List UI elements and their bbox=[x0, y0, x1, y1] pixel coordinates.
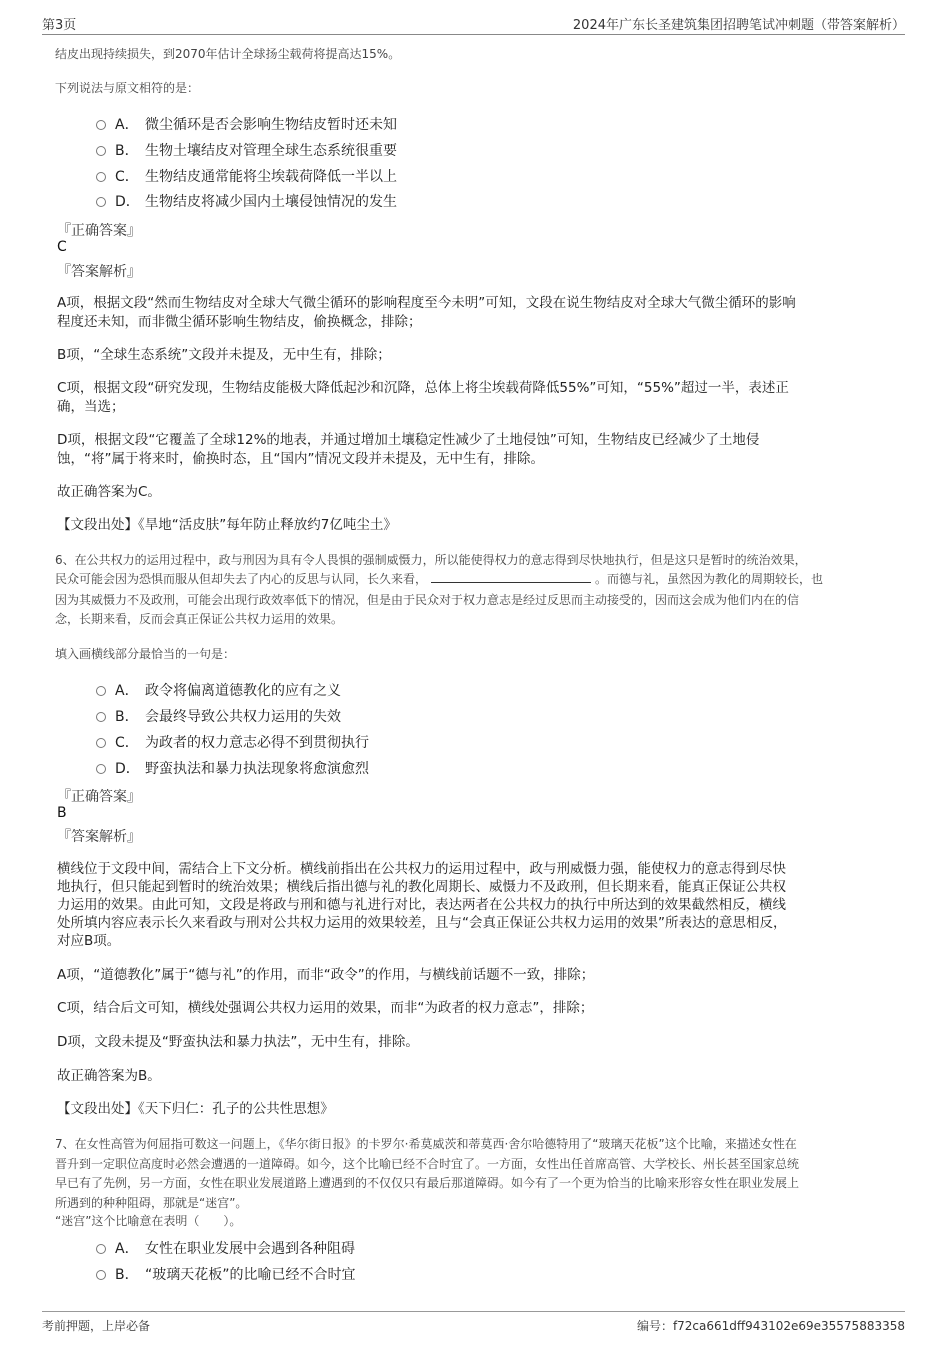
q5-analysis-line: A项，根据文段“然而生物结皮对全球大气微尘循环的影响程度至今未明”可知，文段在说生物结皮对全球大气微尘循环的影响 bbox=[57, 295, 796, 311]
q5-option-d[interactable]: D． 生物结皮将减少国内土壤侵蚀情况的发生 bbox=[96, 191, 397, 211]
document-title: 2024年广东长圣建筑集团招聘笔试冲刺题（带答案解析） bbox=[572, 18, 905, 33]
q6-analysis-line: D项，文段未提及“野蛮执法和暴力执法”，无中生有，排除。 bbox=[57, 1034, 419, 1050]
page-header bbox=[42, 12, 905, 35]
q6-analysis-line: 横线位于文段中间，需结合上下文分析。横线前指出在公共权力的运用过程中，政与刑威慑力强，能使权力的意志得到尽快 bbox=[57, 861, 786, 877]
option-text: 政令将偏离道德教化的应有之义 bbox=[145, 683, 341, 699]
option-text: 野蛮执法和暴力执法现象将愈演愈烈 bbox=[145, 761, 369, 777]
q7-passage-line: 晋升到一定职位高度时必然会遭遇的一道障碍。如今，这个比喻已经不合时宜了。一方面，女性出任首席高管、大学校长、州长甚至国家总统 bbox=[55, 1157, 800, 1171]
option-text: 会最终导致公共权力运用的失效 bbox=[145, 709, 341, 725]
radio-icon[interactable] bbox=[96, 764, 106, 774]
option-text: 微尘循环是否会影响生物结皮暂时还未知 bbox=[145, 117, 397, 133]
page-number: 第3页 bbox=[42, 18, 77, 33]
radio-icon[interactable] bbox=[96, 197, 106, 207]
q7-option-b[interactable]: B． “玻璃天花板”的比喻已经不合时宜 bbox=[96, 1264, 356, 1284]
q6-passage-line: 民众可能会因为恐惧而服从但却失去了内心的反思与认同，长久来看， 。而德与礼，虽然因为教化的周期较长，也 bbox=[55, 572, 824, 586]
q5-answer-label: 『正确答案』 bbox=[57, 223, 141, 239]
option-text: 女性在职业发展中会遇到各种阻碍 bbox=[145, 1241, 355, 1257]
q5-option-c[interactable]: C． 生物结皮通常能将尘埃载荷降低一半以上 bbox=[96, 166, 397, 186]
q5-analysis-line: B项，“全球生态系统”文段并未提及，无中生有，排除； bbox=[57, 347, 391, 363]
radio-icon[interactable] bbox=[96, 738, 106, 748]
q5-analysis-line: D项，根据文段“它覆盖了全球12%的地表，并通过增加土壤稳定性减少了土地侵蚀”可知，生物结皮已经减少了土地侵 bbox=[57, 432, 760, 448]
q5-passage-tail: 结皮出现持续损失，到2070年估计全球扬尘载荷将提高达15%。 bbox=[55, 47, 401, 61]
q6-conclusion: 故正确答案为B。 bbox=[57, 1068, 161, 1084]
radio-icon[interactable] bbox=[96, 146, 106, 156]
option-text: 生物结皮将减少国内土壤侵蚀情况的发生 bbox=[145, 194, 397, 210]
q6-prompt: 填入画横线部分最恰当的一句是： bbox=[55, 647, 236, 661]
q6-passage-line: 念，长期来看，反而会真正保证公共权力运用的效果。 bbox=[55, 612, 344, 626]
q6-analysis-line: 处所填内容应表示长久来看政与刑对公共权力运用的效果较差，且与“会真正保证公共权力运用的效果”所表达的意思相反， bbox=[57, 915, 787, 931]
q6-source: 【文段出处】《天下归仁：孔子的公共性思想》 bbox=[57, 1101, 334, 1117]
q6-option-d[interactable]: D． 野蛮执法和暴力执法现象将愈演愈烈 bbox=[96, 758, 369, 778]
q6-answer-label: 『正确答案』 bbox=[57, 789, 141, 805]
option-text: “玻璃天花板”的比喻已经不合时宜 bbox=[145, 1267, 356, 1283]
radio-icon[interactable] bbox=[96, 1270, 106, 1280]
q6-analysis-line: A项，“道德教化”属于“德与礼”的作用，而非“政令”的作用，与横线前话题不一致，排除； bbox=[57, 967, 595, 983]
q5-analysis-label: 『答案解析』 bbox=[57, 264, 141, 280]
page-footer bbox=[42, 1311, 905, 1336]
q7-passage-line: 早已有了先例，另一方面，女性在职业发展道路上遭遇到的不仅仅只有最后那道障碍。如今有了一个更为恰当的比喻来形容女性在职业发展上 bbox=[55, 1176, 800, 1190]
option-text: 生物结皮通常能将尘埃载荷降低一半以上 bbox=[145, 169, 397, 185]
document-id: 编号：f72ca661dff943102e69e35575883358 bbox=[636, 1319, 905, 1333]
radio-icon[interactable] bbox=[96, 120, 106, 130]
radio-icon[interactable] bbox=[96, 686, 106, 696]
q7-passage-line: 所遇到的种种阻碍，那就是“迷宫”。 bbox=[55, 1196, 248, 1210]
q6-analysis-line: 地执行，但只能起到暂时的统治效果；横线后指出德与礼的教化周期长、威慑力不及政刑，但长期来看，能真正保证公共权 bbox=[57, 879, 786, 895]
q7-question: “迷宫”这个比喻意在表明（ ）。 bbox=[55, 1214, 242, 1228]
q6-option-c[interactable]: C． 为政者的权力意志必得不到贯彻执行 bbox=[96, 732, 369, 752]
option-text: 为政者的权力意志必得不到贯彻执行 bbox=[145, 735, 369, 751]
q5-prompt: 下列说法与原文相符的是： bbox=[55, 81, 200, 95]
q5-answer: C bbox=[57, 239, 67, 255]
q7-passage-line: 7、在女性高管为何屈指可数这一问题上，《华尔街日报》的卡罗尔·希莫威茨和蒂莫西·舍尔哈德特用了“玻璃天花板”这个比喻，来描述女性在 bbox=[55, 1137, 797, 1151]
q5-analysis-line: 蚀，“将”属于将来时，偷换时态，且“国内”情况文段并未提及，无中生有，排除。 bbox=[57, 451, 544, 467]
footer-slogan: 考前押题，上岸必备 bbox=[42, 1319, 151, 1333]
q6-analysis-line: 对应B项。 bbox=[57, 933, 121, 949]
q5-source: 【文段出处】《旱地“活皮肤”每年防止释放约7亿吨尘土》 bbox=[57, 517, 397, 533]
q6-analysis-label: 『答案解析』 bbox=[57, 829, 141, 845]
q5-analysis-line: 确，当选； bbox=[57, 399, 125, 415]
radio-icon[interactable] bbox=[96, 1244, 106, 1254]
q6-analysis-line: 力运用的效果。由此可知，文段是将政与刑和德与礼进行对比，表达两者在公共权力的执行中所达到的效果截然相反，横线 bbox=[57, 897, 786, 913]
radio-icon[interactable] bbox=[96, 172, 106, 182]
q6-option-b[interactable]: B． 会最终导致公共权力运用的失效 bbox=[96, 706, 341, 726]
q5-analysis-line: 程度还未知，而非微尘循环影响生物结皮，偷换概念，排除； bbox=[57, 314, 422, 330]
q5-option-b[interactable]: B． 生物土壤结皮对管理全球生态系统很重要 bbox=[96, 140, 397, 160]
q5-analysis-line: C项，根据文段“研究发现，生物结皮能极大降低起沙和沉降，总体上将尘埃载荷降低55%”可知，“55%”超过一半，表述正 bbox=[57, 380, 789, 396]
fill-blank bbox=[431, 570, 591, 583]
q6-passage-line: 6、在公共权力的运用过程中，政与刑因为具有令人畏惧的强制威慑力，所以能使得权力的意志得到尽快地执行，但是这只是暂时的统治效果， bbox=[55, 553, 807, 567]
q6-option-a[interactable]: A． 政令将偏离道德教化的应有之义 bbox=[96, 680, 341, 700]
q7-option-a[interactable]: A． 女性在职业发展中会遇到各种阻碍 bbox=[96, 1238, 355, 1258]
option-text: 生物土壤结皮对管理全球生态系统很重要 bbox=[145, 143, 397, 159]
q6-passage-line: 因为其威慑力不及政刑，可能会出现行政效率低下的情况，但是由于民众对于权力意志是经过反思而主动接受的，因而这会成为他们内在的信 bbox=[55, 593, 800, 607]
q6-answer: B bbox=[57, 805, 67, 821]
radio-icon[interactable] bbox=[96, 712, 106, 722]
q5-option-a[interactable]: A． 微尘循环是否会影响生物结皮暂时还未知 bbox=[96, 114, 397, 134]
q5-conclusion: 故正确答案为C。 bbox=[57, 484, 161, 500]
q6-analysis-line: C项，结合后文可知，横线处强调公共权力运用的效果，而非“为政者的权力意志”，排除； bbox=[57, 1000, 594, 1016]
